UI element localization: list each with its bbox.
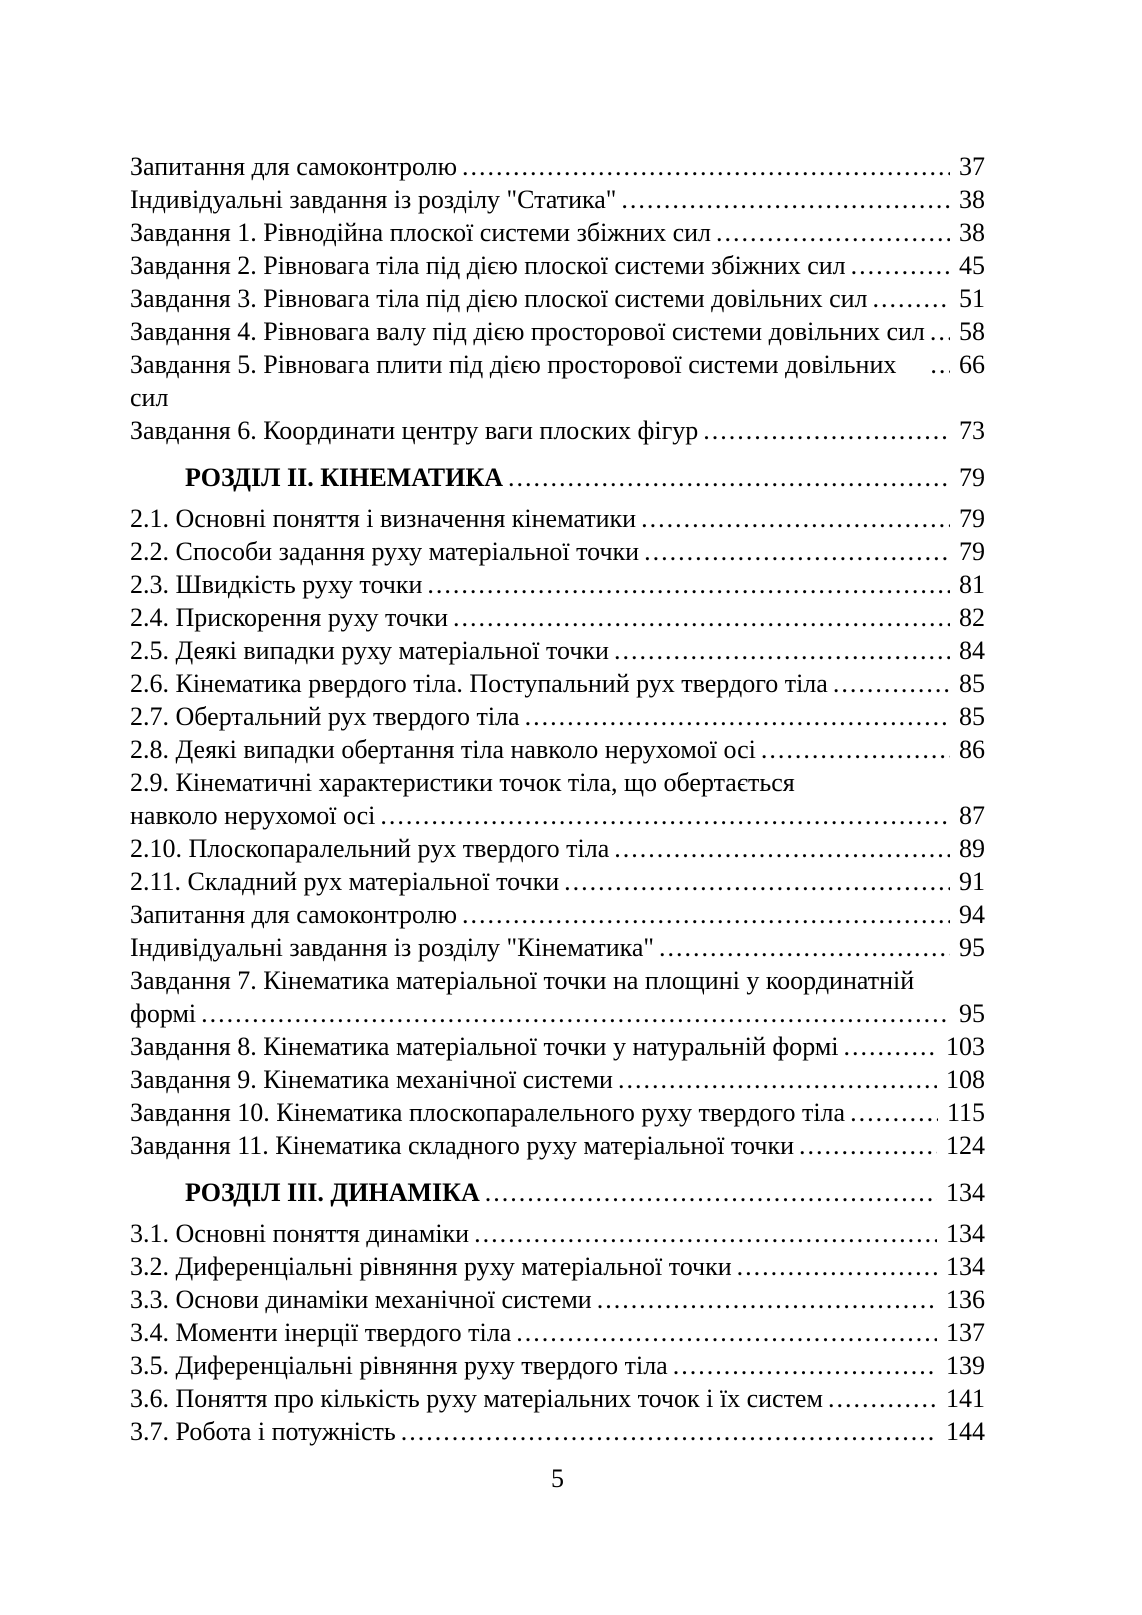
toc-entry: [130, 535, 985, 568]
toc-entry-page-number: 85: [959, 669, 985, 698]
dot-leader: [516, 1316, 937, 1349]
toc-entry: [130, 348, 985, 414]
dot-leader: [644, 535, 950, 568]
dot-leader: [930, 315, 950, 348]
table-of-contents: [130, 150, 985, 1448]
toc-entry-text: формі: [130, 999, 197, 1028]
dot-leader: [703, 414, 950, 447]
toc-entry-text: РОЗДІЛ ІІ. КІНЕМАТИКА: [185, 463, 503, 492]
dot-leader: [462, 150, 950, 183]
toc-entry-text: Завдання 10. Кінематика плоскопаралельного руху твердого тіла: [130, 1098, 846, 1127]
toc-entry-page-number: 45: [959, 251, 985, 280]
toc-entry-text: Завдання 9. Кінематика механічної системи: [130, 1065, 613, 1094]
toc-entry: [130, 568, 985, 601]
dot-leader: [614, 634, 950, 667]
toc-entry-page-number: 134: [946, 1219, 985, 1248]
toc-entry-page-number: 84: [959, 636, 985, 665]
dot-leader: [508, 461, 950, 494]
toc-entry-page-number: 86: [959, 735, 985, 764]
toc-entry-text: 2.3. Швидкість руху точки: [130, 570, 423, 599]
dot-leader: [597, 1283, 937, 1316]
dot-leader: [930, 348, 950, 381]
toc-entry-text: 2.11. Складний рух матеріальної точки: [130, 867, 560, 896]
dot-leader: [737, 1250, 937, 1283]
toc-entry-text: 3.4. Моменти інерції твердого тіла: [130, 1318, 512, 1347]
toc-entry-page-number: 82: [959, 603, 985, 632]
toc-entry: [130, 150, 985, 183]
toc-entry-page-number: 79: [959, 504, 985, 533]
dot-leader: [799, 1129, 937, 1162]
toc-entry-page-number: 134: [946, 1252, 985, 1281]
dot-leader: [844, 1030, 937, 1063]
toc-entry: [130, 931, 985, 964]
toc-entry-text: 3.7. Робота і потужність: [130, 1417, 396, 1446]
toc-entry: [130, 667, 985, 700]
toc-entry: [130, 414, 985, 447]
toc-entry-text: 3.6. Поняття про кількість руху матеріальних точок і їх систем: [130, 1384, 823, 1413]
dot-leader: [401, 1415, 937, 1448]
toc-entry-text: 2.9. Кінематичні характеристики точок тіла, що обертається: [130, 768, 795, 797]
toc-entry: [130, 799, 985, 832]
toc-entry-text: Запитання для самоконтролю: [130, 152, 458, 181]
toc-entry-text: 2.2. Способи задання руху матеріальної точки: [130, 537, 640, 566]
toc-entry-text: 3.1. Основні поняття динаміки: [130, 1219, 470, 1248]
toc-entry-text: Завдання 2. Рівновага тіла під дією плоскої системи збіжних сил: [130, 251, 846, 280]
toc-entry-page-number: 124: [946, 1131, 985, 1160]
toc-entry: [130, 634, 985, 667]
dot-leader: [427, 568, 950, 601]
toc-entry-text: Завдання 11. Кінематика складного руху матеріальної точки: [130, 1131, 794, 1160]
dot-leader: [485, 1176, 937, 1209]
toc-entry: [130, 1129, 985, 1162]
toc-entry-page-number: 136: [946, 1285, 985, 1314]
toc-section-heading: [130, 1176, 985, 1209]
toc-entry: [130, 601, 985, 634]
toc-entry: [130, 1250, 985, 1283]
toc-entry-text: 2.7. Обертальний рух твердого тіла: [130, 702, 520, 731]
dot-leader: [564, 865, 950, 898]
toc-entry: [130, 964, 985, 997]
toc-entry: [130, 733, 985, 766]
toc-entry-page-number: 137: [946, 1318, 985, 1347]
toc-entry: [130, 1382, 985, 1415]
toc-entry-page-number: 38: [959, 185, 985, 214]
toc-entry-text: Завдання 3. Рівновага тіла під дією плоскої системи довільних сил: [130, 284, 868, 313]
toc-entry: [130, 766, 985, 799]
toc-entry-page-number: 79: [959, 463, 985, 492]
toc-entry-page-number: 115: [946, 1098, 985, 1127]
toc-entry: [130, 1316, 985, 1349]
toc-entry: [130, 1349, 985, 1382]
dot-leader: [851, 249, 950, 282]
dot-leader: [641, 502, 950, 535]
dot-leader: [833, 667, 950, 700]
dot-leader: [673, 1349, 937, 1382]
dot-leader: [453, 601, 950, 634]
dot-leader: [659, 931, 950, 964]
toc-entry-text: Індивідуальні завдання із розділу "Статика": [130, 185, 617, 214]
toc-entry-text: РОЗДІЛ ІІІ. ДИНАМІКА: [185, 1178, 480, 1207]
toc-entry-page-number: 85: [959, 702, 985, 731]
toc-entry-page-number: 144: [946, 1417, 985, 1446]
toc-entry-page-number: 81: [959, 570, 985, 599]
toc-entry-text: Завдання 4. Рівновага валу під дією просторової системи довільних сил: [130, 317, 925, 346]
toc-entry-text: Завдання 1. Рівнодійна плоскої системи збіжних сил: [130, 218, 712, 247]
toc-entry-page-number: 79: [959, 537, 985, 566]
toc-entry-page-number: 58: [959, 317, 985, 346]
toc-entry: [130, 315, 985, 348]
dot-leader: [474, 1217, 937, 1250]
toc-entry-page-number: 38: [959, 218, 985, 247]
toc-entry-page-number: 134: [946, 1178, 985, 1207]
toc-entry-text: Завдання 8. Кінематика матеріальної точки у натуральній формі: [130, 1032, 839, 1061]
toc-entry-page-number: 91: [959, 867, 985, 896]
toc-entry-page-number: 66: [959, 350, 985, 379]
toc-entry-page-number: 89: [959, 834, 985, 863]
toc-entry: [130, 502, 985, 535]
toc-entry-page-number: 95: [959, 999, 985, 1028]
dot-leader: [525, 700, 950, 733]
toc-entry-text: Завдання 7. Кінематика матеріальної точки на площині у координатній: [130, 966, 915, 995]
toc-entry-page-number: 141: [946, 1384, 985, 1413]
toc-entry-page-number: 139: [946, 1351, 985, 1380]
toc-entry-text: Індивідуальні завдання із розділу "Кінематика": [130, 933, 654, 962]
page-number: 5: [551, 1464, 564, 1493]
toc-entry: [130, 1415, 985, 1448]
toc-entry-text: навколо нерухомої осі: [130, 801, 376, 830]
toc-entry-text: 2.4. Прискорення руху точки: [130, 603, 449, 632]
toc-entry-text: Завдання 5. Рівновага плити під дією просторової системи довільних сил: [130, 350, 897, 412]
toc-entry: [130, 216, 985, 249]
toc-entry-page-number: 73: [959, 416, 985, 445]
toc-entry-text: 2.10. Плоскопаралельний рух твердого тіла: [130, 834, 610, 863]
toc-entry: [130, 282, 985, 315]
dot-leader: [380, 799, 950, 832]
toc-entry-text: Завдання 6. Координати центру ваги плоских фігур: [130, 416, 699, 445]
dot-leader: [614, 832, 950, 865]
toc-entry-page-number: 37: [959, 152, 985, 181]
toc-entry-text: 3.3. Основи динаміки механічної системи: [130, 1285, 592, 1314]
toc-entry-text: 2.8. Деякі випадки обертання тіла навколо нерухомої осі: [130, 735, 756, 764]
dot-leader: [716, 216, 950, 249]
dot-leader: [621, 183, 950, 216]
dot-leader: [828, 1382, 937, 1415]
dot-leader: [462, 898, 950, 931]
toc-entry: [130, 1283, 985, 1316]
dot-leader: [201, 997, 950, 1030]
toc-entry: [130, 700, 985, 733]
dot-leader: [850, 1096, 938, 1129]
toc-entry: [130, 1030, 985, 1063]
toc-entry: [130, 997, 985, 1030]
dot-leader: [618, 1063, 937, 1096]
dot-leader: [761, 733, 950, 766]
toc-entry-text: 3.2. Диференціальні рівняння руху матеріальної точки: [130, 1252, 732, 1281]
toc-entry: [130, 249, 985, 282]
dot-leader: [873, 282, 951, 315]
toc-entry: [130, 898, 985, 931]
toc-entry-text: Запитання для самоконтролю: [130, 900, 458, 929]
toc-entry-page-number: 103: [946, 1032, 985, 1061]
toc-entry-text: 2.6. Кінематика рвердого тіла. Поступальний рух твердого тіла: [130, 669, 828, 698]
toc-entry-text: 2.1. Основні поняття і визначення кінематики: [130, 504, 637, 533]
toc-entry: [130, 1217, 985, 1250]
toc-entry-page-number: 108: [946, 1065, 985, 1094]
toc-entry: [130, 183, 985, 216]
toc-entry-page-number: 87: [959, 801, 985, 830]
toc-entry-text: 3.5. Диференціальні рівняння руху твердого тіла: [130, 1351, 668, 1380]
toc-entry: [130, 832, 985, 865]
toc-section-heading: [130, 461, 985, 494]
toc-entry-page-number: 95: [959, 933, 985, 962]
toc-entry-page-number: 51: [959, 284, 985, 313]
toc-entry: [130, 1096, 985, 1129]
toc-entry-page-number: 94: [959, 900, 985, 929]
toc-entry-text: 2.5. Деякі випадки руху матеріальної точки: [130, 636, 609, 665]
toc-entry: [130, 865, 985, 898]
toc-entry: [130, 1063, 985, 1096]
